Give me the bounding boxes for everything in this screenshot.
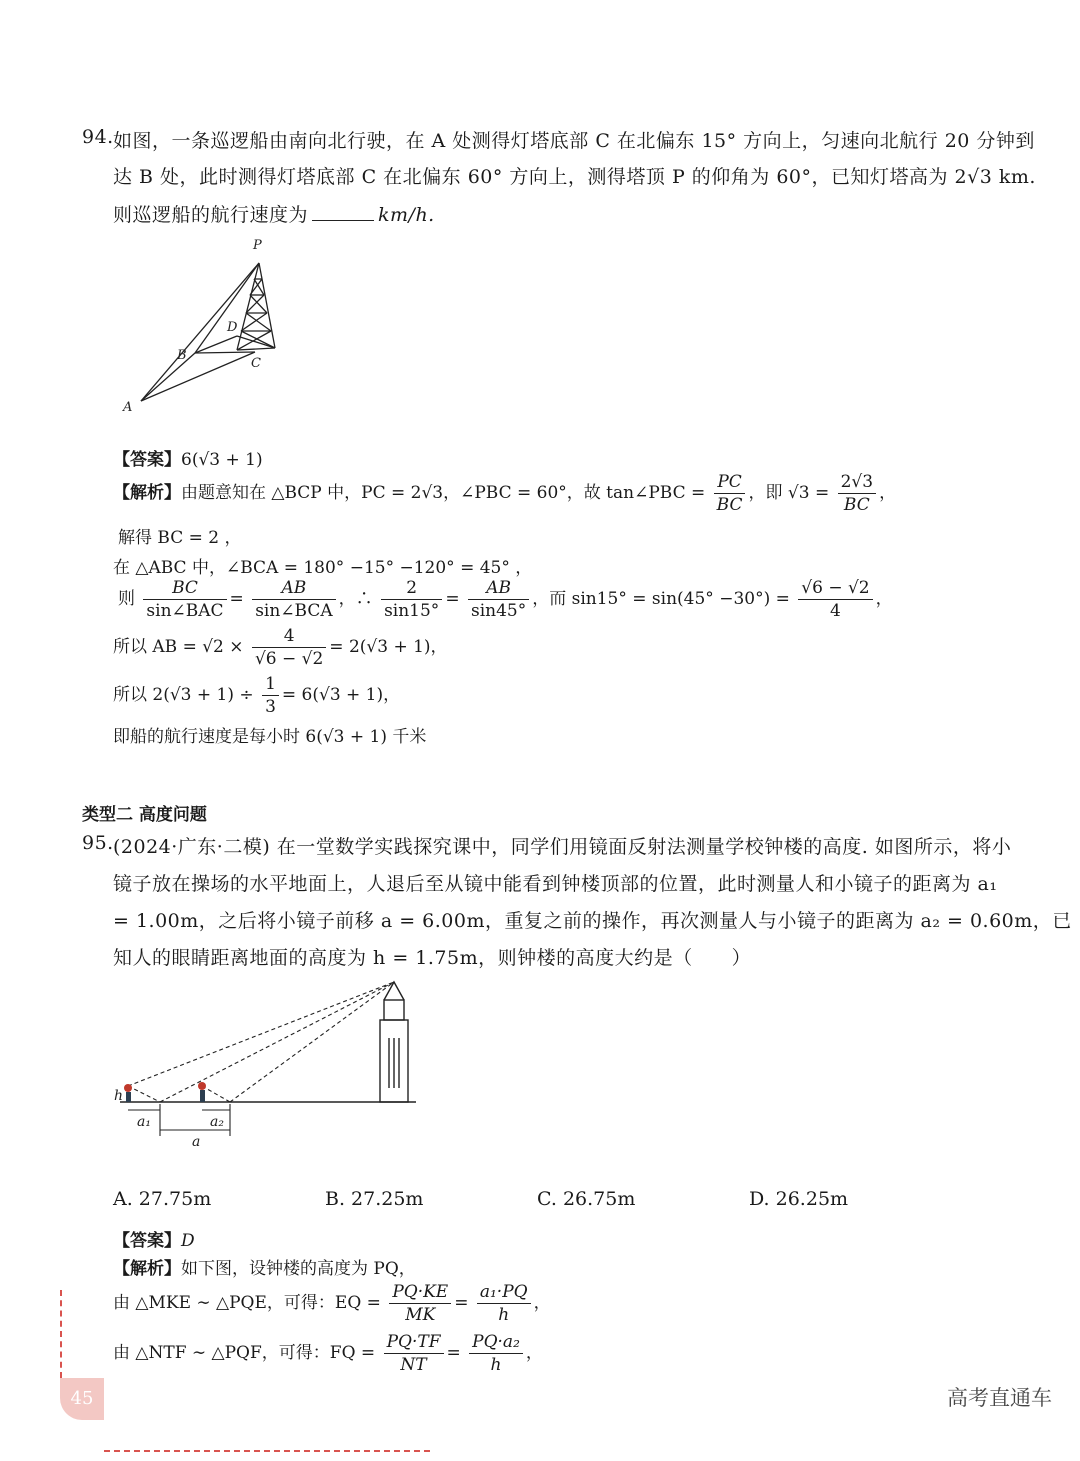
q94-solution-line1 (113, 472, 896, 515)
label-P: P (253, 238, 262, 253)
q94-solution-line5 (113, 626, 448, 669)
q95-answer: D (181, 1231, 195, 1251)
q94-solution-line2: 解得 BC = 2 ， (118, 528, 242, 548)
sol-text: ， (533, 1293, 551, 1313)
q95-line3: = 1.00m，之后将小镜子前移 a = 6.00m，重复之前的操作，再次测量人与小镜子的距离为 a₂ = 0.60m，已 (113, 910, 1072, 932)
label-a: a (192, 1134, 201, 1150)
lighthouse-figure (115, 235, 295, 420)
q95-line1: (2024·广东·二模) 在一堂数学实践探究课中，同学们用镜面反射法测量学校钟楼的高度. 如图所示，将小 (113, 836, 1012, 858)
option-b: B. 27.25m (325, 1188, 424, 1210)
fraction: $\frac{4}{√6 - √2}$ (252, 626, 326, 669)
page-number: 45 (60, 1378, 104, 1420)
label-a2: a₂ (210, 1114, 224, 1130)
q95-answer-line (113, 1226, 195, 1251)
q94-solution-line3: 在 △ABC 中，∠BCA = 180° −15° −120° = 45° ， (113, 558, 533, 578)
sol-text: ， (879, 483, 897, 503)
label-B: B (177, 348, 187, 363)
label-A: A (123, 400, 133, 415)
q95-solution-line3: 由 △NTF ∼ △PQF，可得：FQ = $\frac{PQ\cdot TF}{NT}$ = $\frac{\text{PQ·a₂}}{h}$ ， (113, 1332, 543, 1375)
fraction: $\frac{AB}{\text{sin∠BCA}}$ (252, 578, 335, 621)
clock-tower-figure (110, 978, 430, 1150)
sol-text: = 2(√3 + 1)， (329, 637, 448, 657)
fraction: $\frac{BC}{\text{sin∠BAC}}$ (143, 578, 226, 621)
q94-unit: km/h. (378, 204, 435, 226)
fraction: $\frac{PC}{BC}$ (714, 472, 746, 515)
q94-line3-text: 则巡逻船的航行速度为 (113, 204, 309, 226)
sol-text: 所以 AB = √2 × (113, 637, 244, 657)
option-c: C. 26.75m (537, 1188, 636, 1210)
answer-tag: 【答案】 (113, 1231, 181, 1251)
answer-tag: 【答案】 (113, 450, 181, 470)
q94-answer: 6(√3 + 1) (181, 450, 263, 470)
person-icon (124, 1084, 132, 1102)
option-a: A. 27.75m (113, 1188, 212, 1210)
sol-text: ，而 sin15° = sin(45° −30°) = (532, 589, 790, 609)
sol-text: 由题意知在 △BCP 中，PC = 2√3，∠PBC = 60°，故 tan∠PBC = (181, 483, 706, 503)
section-heading: 类型二 高度问题 (82, 805, 207, 825)
q94-solution-line4: 则 $\frac{BC}{\text{sin∠BAC}}$ = $\frac{AB}{\text{sin∠BCA}}$ ，∴ $\frac{2}{\sin 15^\circ}$ = $\frac{AB}{\sin 45^\circ}$ ，而 sin15° = sin(45° −30°) = $\frac{√6 - √2}{4}$ ， (118, 578, 893, 621)
answer-blank (312, 202, 374, 221)
q94-line2: 达 B 处，此时测得灯塔底部 C 在北偏东 60° 方向上，测得塔顶 P 的仰角为 60°，已知灯塔高为 2√3 km. (113, 166, 1036, 188)
q94-line3 (113, 200, 435, 227)
sol-text: ，即 √3 = (748, 483, 830, 503)
q95-line2: 镜子放在操场的水平地面上，人退后至从镜中能看到钟楼顶部的位置，此时测量人和小镜子的距离为 a₁ (113, 873, 998, 895)
label-h: h (114, 1088, 124, 1104)
q94-number: 94. (82, 126, 114, 148)
fraction: $\frac{\text{a₁·PQ}}{h}$ (477, 1282, 531, 1325)
q94-line1: 如图，一条巡逻船由南向北行驶，在 A 处测得灯塔底部 C 在北偏东 15° 方向上，匀速向北航行 20 分钟到 (113, 130, 1035, 152)
label-C: C (251, 356, 261, 371)
sol-text: 所以 2(√3 + 1) ÷ (113, 685, 254, 705)
sol-text: ， (525, 1343, 543, 1363)
fraction: $\frac{PQ\cdot TF}{NT}$ (384, 1332, 444, 1375)
sol-text: 则 (118, 589, 135, 609)
fraction: $\frac{1}{3}$ (262, 674, 279, 717)
q94-answer-line (113, 445, 263, 470)
sol-text: ， (875, 589, 893, 609)
fraction: $\frac{PQ\cdot KE}{MK}$ (389, 1282, 451, 1325)
fraction: $\frac{2}{\sin 15^\circ}$ (381, 578, 442, 621)
label-a1: a₁ (137, 1114, 151, 1130)
sol-text: ，∴ (338, 589, 373, 609)
analysis-tag: 【解析】 (113, 1259, 181, 1279)
q95-line4: 知人的眼睛距离地面的高度为 h = 1.75m，则钟楼的高度大约是（ ） (113, 947, 752, 969)
analysis-tag: 【解析】 (113, 483, 181, 503)
sol-text: = 6(√3 + 1)， (281, 685, 401, 705)
sol-text: 由 △NTF ∼ △PQF，可得：FQ = (113, 1343, 376, 1363)
q95-solution-line1 (113, 1254, 416, 1279)
fraction: $\frac{\text{PQ·a₂}}{h}$ (469, 1332, 523, 1375)
q94-solution-line7: 即船的航行速度是每小时 6(√3 + 1) 千米 (113, 727, 427, 747)
margin-dashed-line (60, 1290, 62, 1378)
footer-dashed-line (104, 1450, 430, 1452)
fraction: $\frac{AB}{\sin 45^\circ}$ (468, 578, 529, 621)
sol-text: 由 △MKE ∼ △PQE，可得：EQ = (113, 1293, 381, 1313)
sol-text: 如下图，设钟楼的高度为 PQ， (181, 1259, 416, 1279)
q94-solution-line6 (113, 674, 400, 717)
q95-solution-line2: 由 △MKE ∼ △PQE，可得：EQ = $\frac{PQ\cdot KE}{MK}$ = $\frac{\text{a₁·PQ}}{h}$ ， (113, 1282, 551, 1325)
option-d: D. 26.25m (749, 1188, 849, 1210)
q95-number: 95. (82, 832, 114, 854)
brand-watermark: 高考直通车 (947, 1386, 1052, 1410)
label-D: D (227, 320, 238, 335)
fraction: $\frac{2√3}{BC}$ (838, 472, 876, 515)
person-icon (198, 1082, 206, 1102)
fraction: $\frac{√6 - √2}{4}$ (798, 578, 872, 621)
